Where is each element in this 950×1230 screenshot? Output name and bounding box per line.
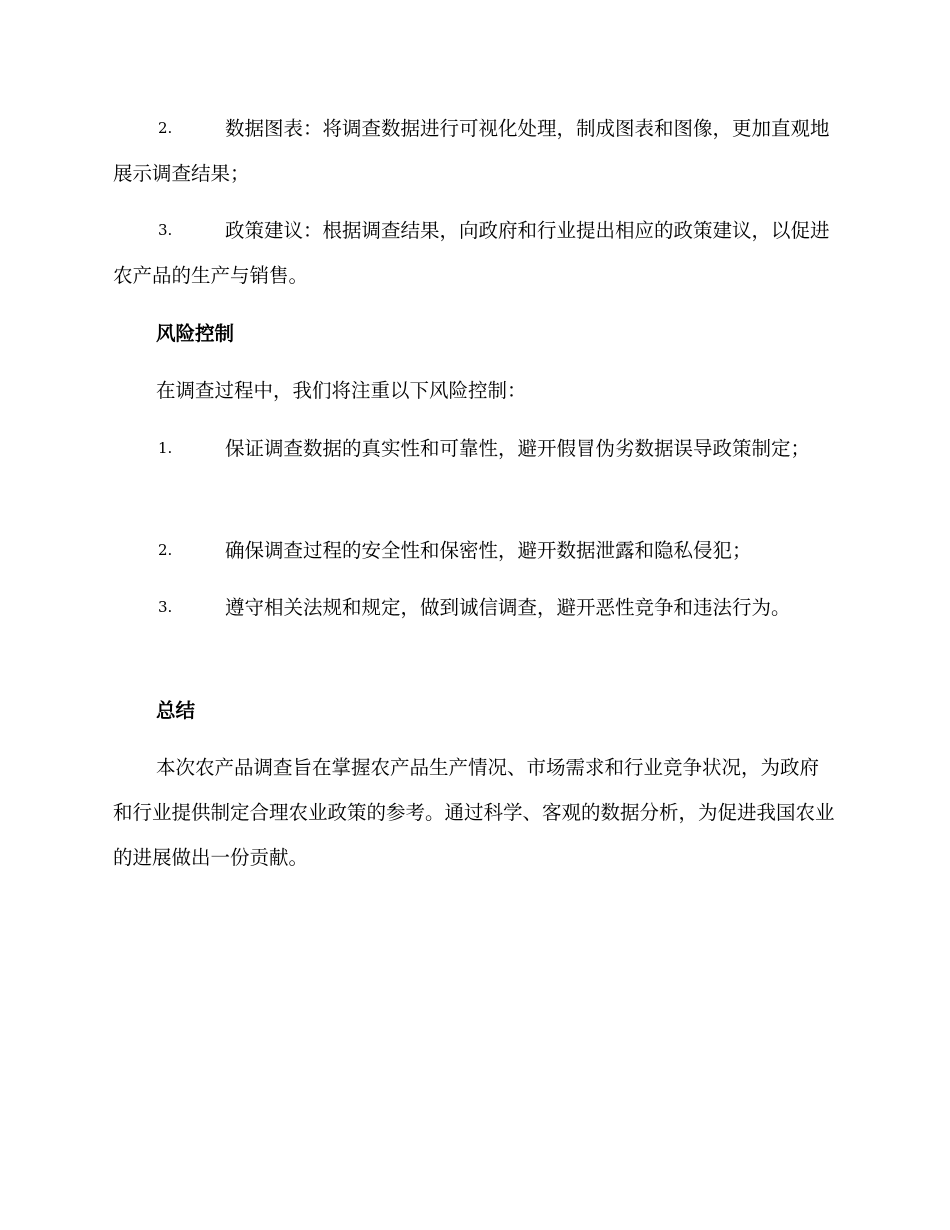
list-item-text: 保证调查数据的真实性和可靠性，避开假冒伪劣数据误导政策制定； [225, 437, 811, 460]
list-item-risk-3 [113, 585, 835, 630]
list-number: 3. [158, 221, 173, 239]
list-item-risk-1 [113, 426, 835, 471]
list-item-text: 政策建议：根据调查结果，向政府和行业提出相应的政策建议，以促进农产品的生产与销售。 [113, 219, 830, 287]
list-number: 1. [158, 439, 173, 457]
list-item-text: 数据图表：将调查数据进行可视化处理，制成图表和图像，更加直观地展示调查结果； [113, 117, 830, 185]
section-heading-summary: 总结 [156, 699, 196, 722]
list-item-policy-advice [113, 208, 835, 298]
list-item-text: 遵守相关法规和规定，做到诚信调查，避开恶性竞争和违法行为。 [225, 596, 791, 619]
list-item-risk-2 [113, 528, 835, 573]
list-number: 2. [158, 119, 173, 137]
list-item-data-charts [113, 106, 835, 196]
list-item-text: 确保调查过程的安全性和保密性，避开数据泄露和隐私侵犯； [225, 539, 752, 562]
list-number: 3. [158, 598, 173, 616]
list-number: 2. [158, 541, 173, 559]
section-heading-risk-control: 风险控制 [156, 322, 235, 345]
risk-intro-paragraph: 在调查过程中，我们将注重以下风险控制： [156, 379, 527, 402]
summary-paragraph: 本次农产品调查旨在掌握农产品生产情况、市场需求和行业竞争状况，为政府和行业提供制定合理农业政策的参考。通过科学、客观的数据分析，为促进我国农业的进展做出一份贡献。 [113, 756, 835, 869]
